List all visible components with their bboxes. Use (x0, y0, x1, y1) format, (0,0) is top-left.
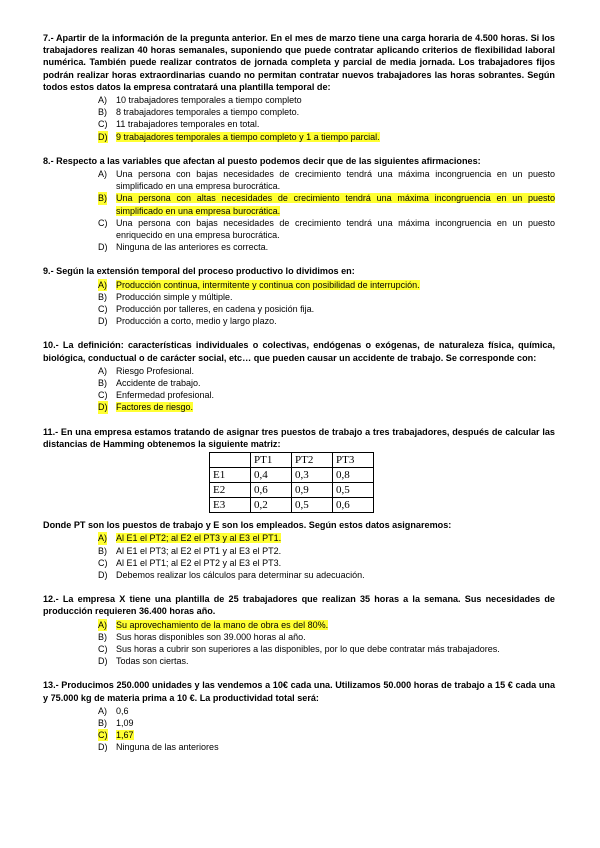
option-b: B) Sus horas disponibles son 39.000 horas al año. (98, 631, 306, 642)
question-8-stem: 8.- Respecto a las variables que afectan al puesto podemos decir que de las siguientes afirmaciones: (43, 155, 481, 166)
question-13-stem: 13.- Producimos 250.000 unidades y las vendemos a 10€ cada una. Utilizamos 50.000 horas de trabajo a 15 € cada una y 75.000 kg de materia prima a 10 €. La productividad total será: (43, 680, 555, 703)
question-10-stem: 10.- La definición: características individuales o colectivas, endógenas o exógenas, de naturaleza física, química, biológica, conductual o de carácter social, etc… que pueden causar un accidente de trabajo. Se corresponde con: (43, 340, 555, 363)
table-row-label: E2 (210, 483, 251, 498)
table-header-cell: PT1 (251, 453, 292, 468)
table-cell: 0,5 (292, 498, 333, 513)
table-row-label: E1 (210, 468, 251, 483)
question-7-options (43, 94, 555, 143)
option-b-highlighted: B) Una persona con altas necesidades de crecimiento tendrá una máxima incongruencia en un puesto simplificado en una empresa burocrática. (98, 193, 555, 216)
option-d: D) Todas son ciertas. (98, 656, 189, 667)
question-11 (43, 426, 555, 581)
option-a-highlighted: A) Su aprovechamiento de la mano de obra es del 80%. (98, 619, 329, 630)
question-11-followup: Donde PT son los puestos de trabajo y E son los empleados. Según estos datos asignaremos: (43, 520, 452, 531)
option-a: A) Riesgo Profesional. (98, 365, 195, 376)
option-a: A) 0,6 (98, 705, 129, 716)
table-row (210, 468, 374, 483)
option-d-highlighted: D) 9 trabajadores temporales a tiempo completo y 1 a tiempo parcial. (98, 131, 380, 142)
option-d: D) Ninguna de las anteriores es correcta. (98, 242, 269, 253)
question-12-options (43, 619, 555, 668)
table-cell: 0,6 (333, 498, 374, 513)
table-cell: 0,5 (333, 483, 374, 498)
option-b: B) Producción simple y múltiple. (98, 291, 233, 302)
table-row (210, 498, 374, 513)
option-c: C) Sus horas a cubrir son superiores a las disponibles, por lo que debe contratar más trabajadores. (98, 643, 500, 654)
table-row-label: E3 (210, 498, 251, 513)
question-10 (43, 339, 555, 413)
table-cell: 0,8 (333, 468, 374, 483)
question-9-options (43, 279, 555, 328)
table-row (210, 483, 374, 498)
option-b: B) Accidente de trabajo. (98, 378, 201, 389)
option-d: D) Producción a corto, medio y largo plazo. (98, 316, 277, 327)
question-13 (43, 679, 555, 753)
table-header-row (210, 453, 374, 468)
table-cell: 0,2 (251, 498, 292, 513)
question-7-stem: 7.- Apartir de la información de la pregunta anterior. En el mes de marzo tiene una carga horaria de 4.500 horas. Si los trabajadores realizan 40 horas semanales, suponiendo que puede contratar aplicando criterios de flexibilidad laboral numérica. También puede realizar contratos de jornada completa y parcial de media jornada. Los trabajadores fijos podrán realizar horas extraordinarias cuando no permitan contratar nuevos trabajadores las horas sobrantes. Según todos estos datos la empresa contratará una plantilla temporal de: (43, 33, 555, 92)
question-11-options (43, 532, 555, 581)
table-header-cell: PT3 (333, 453, 374, 468)
question-9 (43, 265, 555, 327)
table-cell: 0,4 (251, 468, 292, 483)
option-c: C) Una persona con bajas necesidades de crecimiento tendrá una máxima incongruencia en un puesto enriquecido en una empresa burocrática. (98, 217, 555, 241)
exam-page (43, 32, 555, 766)
option-a: A) Una persona con bajas necesidades de crecimiento tendrá una máxima incongruencia en un puesto simplificado en una empresa burocrática. (98, 169, 555, 192)
question-8-options (43, 168, 555, 253)
question-12-stem: 12.- La empresa X tiene una plantilla de 25 trabajadores que realizan 35 horas a la semana. Sus necesidades de producción requieren 36.400 horas año. (43, 594, 555, 617)
option-b: B) 8 trabajadores temporales a tiempo completo. (98, 107, 300, 118)
option-c: C) Producción por talleres, en cadena y posición fija. (98, 304, 315, 315)
question-9-stem: 9.- Según la extensión temporal del proceso productivo lo dividimos en: (43, 266, 355, 277)
hamming-matrix-table (209, 452, 374, 513)
table-cell: 0,9 (292, 483, 333, 498)
option-d-highlighted: D) Factores de riesgo. (98, 402, 194, 413)
option-d: D) Ninguna de las anteriores (98, 742, 219, 753)
option-c: C) 11 trabajadores temporales en total. (98, 119, 260, 130)
table-cell: 0,3 (292, 468, 333, 483)
option-d: D) Debemos realizar los cálculos para determinar su adecuación. (98, 569, 365, 580)
option-b: B) 1,09 (98, 717, 134, 728)
option-a-highlighted: A) Producción continua, intermitente y continua con posibilidad de interrupción. (98, 279, 420, 290)
question-13-options (43, 705, 555, 754)
question-8 (43, 155, 555, 254)
table-header-cell: PT2 (292, 453, 333, 468)
question-7 (43, 32, 555, 143)
option-a: A) 10 trabajadores temporales a tiempo completo (98, 95, 302, 106)
option-b: B) Al E1 el PT3; al E2 el PT1 y al E3 el PT2. (98, 545, 282, 556)
question-11-stem: 11.- En una empresa estamos tratando de asignar tres puestos de trabajo a tres trabajadores, después de calcular las distancias de Hamming obtenemos la siguiente matriz: (43, 426, 555, 449)
table-cell (210, 453, 251, 468)
question-12 (43, 593, 555, 667)
question-10-options (43, 365, 555, 414)
option-c: C) Enfermedad profesional. (98, 390, 215, 401)
option-a-highlighted: A) Al E1 el PT2; al E2 el PT3 y al E3 el PT1. (98, 533, 282, 544)
option-c: C) Al E1 el PT1; al E2 el PT2 y al E3 el PT3. (98, 557, 282, 568)
option-c-highlighted: C) 1,67 (98, 730, 134, 741)
table-cell: 0,6 (251, 483, 292, 498)
